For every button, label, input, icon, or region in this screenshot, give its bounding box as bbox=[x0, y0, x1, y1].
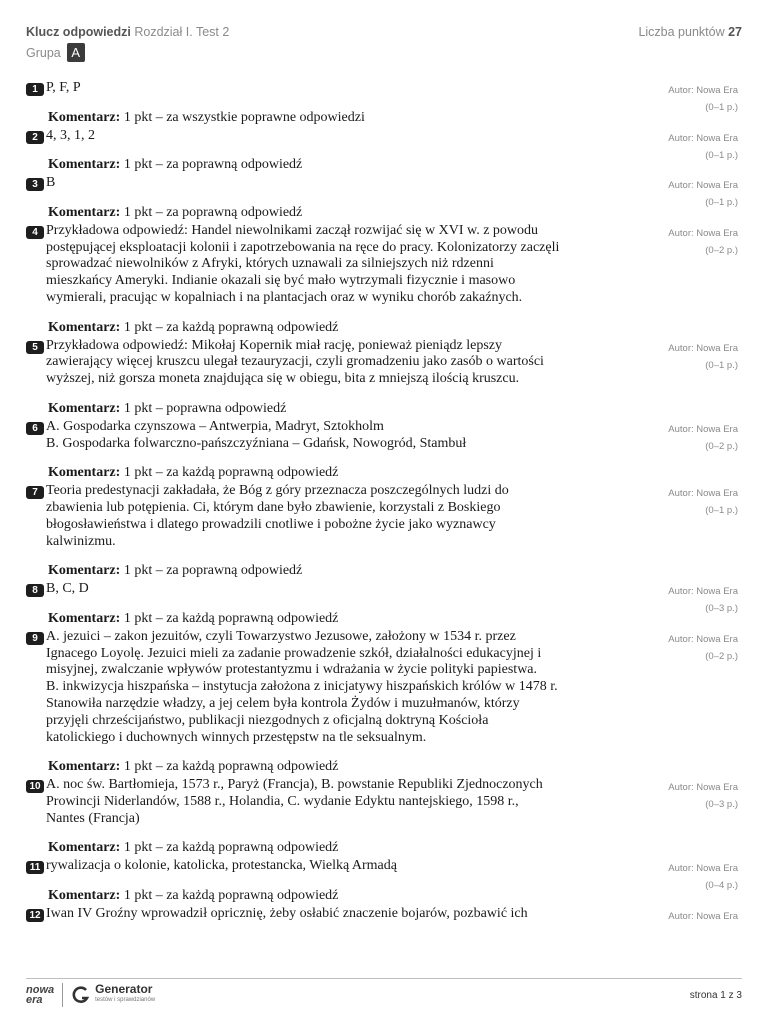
question-number-badge: 12 bbox=[26, 909, 44, 922]
answer-text: Iwan IV Groźny wprowadził opricznię, żeby osłabić znaczenie bojarów, pozbawić ich bbox=[46, 905, 528, 921]
comment-label: Komentarz: bbox=[48, 610, 121, 626]
footer-logos bbox=[26, 983, 155, 1007]
answer-item bbox=[26, 338, 742, 418]
comment bbox=[48, 320, 742, 337]
points-range: (0–1 p.) bbox=[705, 149, 738, 161]
question-number-badge: 5 bbox=[26, 341, 44, 354]
answer-meta bbox=[668, 177, 738, 211]
logo-nowa: nowa bbox=[26, 984, 55, 996]
points-label: Liczba punktów bbox=[638, 25, 725, 39]
question-row bbox=[26, 581, 742, 598]
answer-item bbox=[26, 581, 742, 628]
comment-label: Komentarz: bbox=[48, 759, 121, 775]
page-number: strona 1 z 3 bbox=[689, 989, 742, 1001]
answer-meta bbox=[668, 82, 738, 116]
question-number-badge: 4 bbox=[26, 226, 44, 239]
points-range: (0–4 p.) bbox=[705, 880, 738, 892]
page-footer bbox=[26, 978, 742, 1007]
comment bbox=[48, 563, 742, 580]
document-title-rest: Rozdział I. Test 2 bbox=[134, 25, 230, 39]
points-value: 27 bbox=[728, 25, 742, 39]
question-number-badge: 9 bbox=[26, 632, 44, 645]
author-label: Autor: Nowa Era bbox=[668, 863, 738, 875]
answer-item bbox=[26, 858, 742, 905]
comment-text: 1 pkt – za poprawną odpowiedź bbox=[123, 157, 303, 173]
question-row bbox=[26, 483, 742, 550]
author-label: Autor: Nowa Era bbox=[668, 180, 738, 192]
answer-text: Przykładowa odpowiedź: Mikołaj Kopernik miał rację, ponieważ pieniądz lepszy zawierający więcej kruszcu ulegał tezauryzacji, czyli gromadzeniu jako zasób o wartości wyższej, niż gorsza moneta znajdująca się w obiegu, bita z mniejszą ilością kruszcu. bbox=[46, 337, 544, 387]
question-number-badge: 11 bbox=[26, 861, 44, 874]
author-label: Autor: Nowa Era bbox=[668, 782, 738, 794]
question-row bbox=[26, 223, 742, 307]
answer-text: A. jezuici – zakon jezuitów, czyli Towarzystwo Jezusowe, założony w 1534 r. przez Ignacego Loyolę. Jezuici mieli za zadanie prowadzenie szkół, działalności edukacyjnej i misyjnej, zwalczanie wpływów protestantyzmu i wdrażania w życie polityki papiestwa. B. inkwizycja hiszpańska – instytucja założona z inicjatywy hiszpańskich królów w 1478 r. Stanowiła narzędzie władzy, a jej celem była kontrola Żydów i muzułmanów, którzy przyjęli chrześcijaństwo, publikacji niezgodnych z oficjalną doktryną Kościoła katolickiego i duchownych winnych przestępstw na tle seksualnym. bbox=[46, 628, 558, 745]
comment-text: 1 pkt – za wszystkie poprawne odpowiedzi bbox=[123, 109, 365, 125]
answer-text: Teoria predestynacji zakładała, że Bóg z góry przeznacza poszczególnych ludzi do zbawienia lub potępienia. Ci, którym dane było zbawienie, korzystali z Boskiego błogosławieństwa i dlatego prowadzili cnotliwe i pobożne życie jako wyznawcy kalwinizmu. bbox=[46, 483, 509, 549]
author-label: Autor: Nowa Era bbox=[668, 85, 738, 96]
answer-text: Przykładowa odpowiedź: Handel niewolnikami zaczął rozwijać się w XVI w. z powodu postępującej eksploatacji kolonii i zapotrzebowania na ręce do pracy. Kolonizatorzy zaczęli sprowadzać niewolników z Afryki, których uznawali za silniejszych niż rdzenni mieszkańcy Ameryki. Indianie okazali się być mało wytrzymali fizycznie i masowo wymierali, pracując w kopalniach i na plantacjach oraz w wyniku chorób zakaźnych. bbox=[46, 222, 560, 305]
comment-label: Komentarz: bbox=[48, 157, 121, 173]
comment-label: Komentarz: bbox=[48, 563, 121, 579]
answer-text: P, F, P bbox=[46, 80, 81, 95]
question-number-badge: 10 bbox=[26, 780, 44, 793]
answer-meta bbox=[668, 779, 738, 813]
author-label: Autor: Nowa Era bbox=[668, 910, 738, 922]
question-row bbox=[26, 128, 742, 145]
generator-title: Generator bbox=[95, 982, 153, 996]
generator-subtitle: testów i sprawdzianów bbox=[95, 997, 156, 1003]
author-label: Autor: Nowa Era bbox=[668, 132, 738, 144]
points-range: (0–1 p.) bbox=[705, 102, 738, 113]
comment bbox=[48, 157, 742, 174]
question-number-badge: 6 bbox=[26, 422, 44, 435]
answer-item bbox=[26, 419, 742, 482]
author-label: Autor: Nowa Era bbox=[668, 586, 738, 598]
question-row bbox=[26, 175, 742, 192]
comment-text: 1 pkt – za każdą poprawną odpowiedź bbox=[123, 888, 339, 904]
answer-text: 4, 3, 1, 2 bbox=[46, 127, 95, 143]
comment bbox=[48, 205, 742, 222]
page-header bbox=[26, 25, 742, 62]
generator-g-icon bbox=[71, 985, 91, 1005]
answer-item bbox=[26, 175, 742, 222]
comment-label: Komentarz: bbox=[48, 204, 121, 220]
answer-text: A. Gospodarka czynszowa – Antwerpia, Madryt, Sztokholm B. Gospodarka folwarczno-pańszczyźniana – Gdańsk, Nowogród, Stambuł bbox=[46, 418, 467, 451]
answer-meta bbox=[668, 421, 738, 455]
author-label: Autor: Nowa Era bbox=[668, 633, 738, 645]
question-row bbox=[26, 629, 742, 747]
comment bbox=[48, 401, 742, 418]
question-row bbox=[26, 419, 742, 453]
answer-meta bbox=[668, 340, 738, 374]
points-range: (0–1 p.) bbox=[705, 505, 738, 517]
points-range: (0–2 p.) bbox=[705, 244, 738, 256]
document-title bbox=[26, 25, 229, 39]
comment bbox=[48, 759, 742, 776]
logo-era: era bbox=[26, 994, 43, 1006]
answer-meta bbox=[668, 130, 738, 164]
answer-meta bbox=[668, 860, 738, 894]
question-row bbox=[26, 906, 742, 923]
answer-item bbox=[26, 629, 742, 776]
comment bbox=[48, 465, 742, 482]
answer-meta bbox=[668, 225, 738, 259]
group-label: Grupa bbox=[26, 45, 61, 60]
question-number-badge: 2 bbox=[26, 131, 44, 144]
points-range: (0–3 p.) bbox=[705, 603, 738, 615]
points-range: (0–3 p.) bbox=[705, 799, 738, 811]
points-range: (0–2 p.) bbox=[705, 650, 738, 662]
answer-item bbox=[26, 483, 742, 580]
group-row bbox=[26, 43, 742, 62]
comment bbox=[48, 840, 742, 857]
answer-text: A. noc św. Bartłomieja, 1573 r., Paryż (Francja), B. powstanie Republiki Zjednoczonych Prowincji Niderlandów, 1588 r., Holandia, C. wydanie Edyktu nantejskiego, 1598 r., Nantes (Francja) bbox=[46, 777, 543, 826]
answer-item bbox=[26, 223, 742, 337]
author-label: Autor: Nowa Era bbox=[668, 488, 738, 500]
answer-item bbox=[26, 906, 742, 923]
points-range: (0–1 p.) bbox=[705, 359, 738, 371]
answer-text: rywalizacja o kolonie, katolicka, protestancka, Wielką Armadą bbox=[46, 858, 397, 874]
answer-item bbox=[26, 80, 742, 127]
comment-text: 1 pkt – za każdą poprawną odpowiedź bbox=[123, 840, 339, 856]
question-row bbox=[26, 338, 742, 388]
comment-text: 1 pkt – za poprawną odpowiedź bbox=[123, 563, 303, 579]
answer-text: B, C, D bbox=[46, 581, 89, 597]
comment-label: Komentarz: bbox=[48, 888, 121, 904]
comment bbox=[48, 611, 742, 628]
answer-meta bbox=[668, 583, 738, 617]
comment-text: 1 pkt – za każdą poprawną odpowiedź bbox=[123, 610, 339, 626]
comment-text: 1 pkt – za każdą poprawną odpowiedź bbox=[123, 759, 339, 775]
comment bbox=[48, 110, 742, 127]
comment-label: Komentarz: bbox=[48, 400, 121, 416]
comment-label: Komentarz: bbox=[48, 465, 121, 481]
question-number-badge: 1 bbox=[26, 83, 44, 96]
question-number-badge: 8 bbox=[26, 584, 44, 597]
comment-text: 1 pkt – za każdą poprawną odpowiedź bbox=[123, 465, 339, 481]
answer-meta bbox=[668, 631, 738, 665]
generator-logo bbox=[71, 984, 155, 1006]
question-row bbox=[26, 777, 742, 827]
question-number-badge: 3 bbox=[26, 178, 44, 191]
comment-text: 1 pkt – poprawna odpowiedź bbox=[123, 400, 287, 416]
comment-text: 1 pkt – za poprawną odpowiedź bbox=[123, 204, 303, 220]
group-badge: A bbox=[67, 43, 85, 62]
logo-divider bbox=[62, 983, 63, 1007]
points-range: (0–2 p.) bbox=[705, 440, 738, 452]
comment-text: 1 pkt – za każdą poprawną odpowiedź bbox=[123, 319, 339, 335]
answer-text: B bbox=[46, 175, 56, 191]
comment bbox=[48, 888, 742, 905]
question-number-badge: 7 bbox=[26, 486, 44, 499]
question-row bbox=[26, 858, 742, 875]
author-label: Autor: Nowa Era bbox=[668, 227, 738, 239]
answer-list bbox=[26, 80, 742, 923]
nowa-era-logo bbox=[26, 985, 54, 1005]
answer-meta bbox=[668, 908, 738, 925]
answer-meta bbox=[668, 485, 738, 519]
answer-item bbox=[26, 128, 742, 175]
points-range: (0–1 p.) bbox=[705, 197, 738, 209]
question-row bbox=[26, 80, 742, 97]
answer-item bbox=[26, 777, 742, 857]
author-label: Autor: Nowa Era bbox=[668, 423, 738, 435]
points-total bbox=[638, 25, 742, 39]
comment-label: Komentarz: bbox=[48, 840, 121, 856]
comment-label: Komentarz: bbox=[48, 319, 121, 335]
author-label: Autor: Nowa Era bbox=[668, 342, 738, 354]
comment-label: Komentarz: bbox=[48, 109, 121, 125]
document-title-bold: Klucz odpowiedzi bbox=[26, 25, 131, 39]
